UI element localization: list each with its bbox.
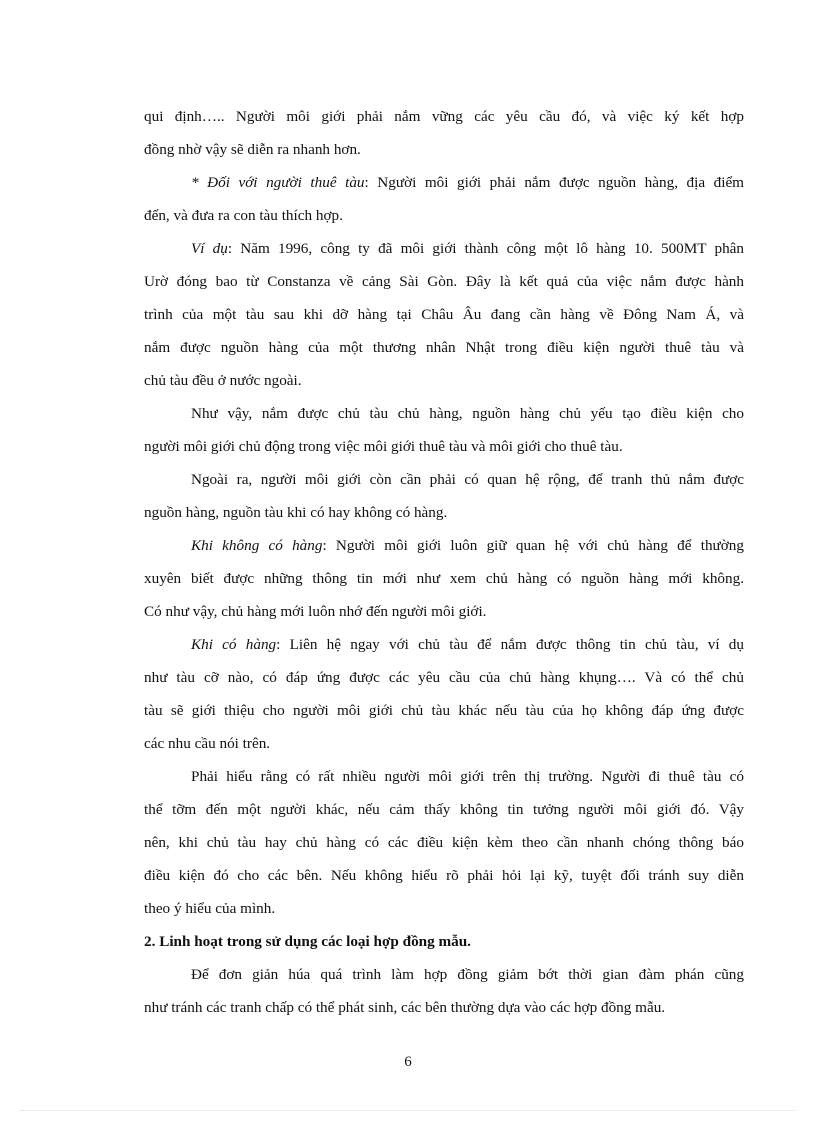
paragraph-text: : Người môi giới luôn giữ quan hệ với chủ hàng để thường (322, 537, 744, 554)
paragraph-line: Urờ đóng bao từ Constanza về cảng Sài Gòn. Đây là kết quả của việc nắm được hành (144, 273, 744, 290)
section-heading: 2. Linh hoạt trong sử dụng các loại hợp đồng mẫu. (144, 933, 471, 950)
paragraph-line: đến, và đưa ra con tàu thích hợp. (144, 207, 343, 224)
paragraph-line: qui định….. Người môi giới phải nắm vững các yêu cầu đó, và việc ký kết hợp (144, 108, 744, 125)
paragraph-text: : Liên hệ ngay với chủ tàu để nắm được thông tin chủ tàu, ví dụ (276, 636, 744, 653)
paragraph-line: trình của một tàu sau khi dỡ hàng tại Châu Âu đang cần hàng về Đông Nam Á, và (144, 306, 744, 323)
paragraph-line: Có như vậy, chủ hàng mới luôn nhớ đến người môi giới. (144, 603, 487, 620)
paragraph-line: như tàu cỡ nào, có đáp ứng được các yêu cầu của chủ hàng khụng…. Và có thể chủ (144, 669, 744, 686)
paragraph-line: Phải hiểu rằng có rất nhiều người môi giới trên thị trường. Người đi thuê tàu có (191, 768, 744, 785)
paragraph-line: người môi giới chủ động trong việc môi giới thuê tàu và môi giới cho thuê tàu. (144, 438, 623, 455)
paragraph-line: Để đơn giản húa quá trình làm hợp đồng giảm bớt thời gian đàm phán cũng (191, 966, 744, 983)
paragraph-line: theo ý hiểu của mình. (144, 900, 276, 917)
term-renter: * Đối với người thuê tàu (191, 174, 365, 191)
paragraph-line: tàu sẽ giới thiệu cho người môi giới chủ tàu khác nếu tàu của họ không đáp ứng được (144, 702, 744, 719)
paragraph-line: như tránh các tranh chấp có thể phát sinh, các bên thường dựa vào các hợp đồng mẫu. (144, 999, 666, 1016)
paragraph-line (144, 166, 744, 199)
term-has-cargo: Khi có hàng (191, 636, 277, 653)
paragraph-line: các nhu cầu nói trên. (144, 735, 271, 752)
paragraph-line: nguồn hàng, nguồn tàu khi có hay không có hàng. (144, 504, 448, 521)
term-example: Ví dụ (191, 240, 228, 257)
term-no-cargo: Khi không có hàng (191, 537, 323, 554)
paragraph-line: Như vậy, nắm được chủ tàu chủ hàng, nguồn hàng chủ yếu tạo điều kiện cho (191, 405, 744, 422)
paragraph-text: : Năm 1996, công ty đã môi giới thành công một lô hàng 10. 500MT phân (227, 240, 744, 257)
paragraph-line (144, 232, 744, 265)
paragraph-text: : Người môi giới phải nắm được nguồn hàng, địa điểm (364, 174, 745, 191)
paragraph-line (144, 529, 744, 562)
paragraph-line (144, 628, 744, 661)
paragraph-line: Ngoài ra, người môi giới còn cần phải có quan hệ rộng, để tranh thủ nắm được (191, 471, 744, 488)
paragraph-line: thể tỡm đến một người khác, nếu cảm thấy không tin tưởng người môi giới đó. Vậy (144, 801, 744, 818)
paragraph-line: chủ tàu đều ở nước ngoài. (144, 372, 302, 389)
paragraph-line: nên, khi chủ tàu hay chủ hàng có các điều kiện kèm theo cần nhanh chóng thông báo (144, 834, 744, 851)
paragraph-line: nắm được nguồn hàng của một thương nhân Nhật trong điều kiện người thuê tàu và (144, 339, 744, 356)
page-number: 6 (404, 1054, 412, 1070)
paragraph-line: đồng nhờ vậy sẽ diễn ra nhanh hơn. (144, 141, 361, 158)
paragraph-line: điều kiện đó cho các bên. Nếu không hiểu rõ phải hỏi lại kỹ, tuyệt đối tránh suy diễn (144, 867, 744, 884)
paragraph-line: xuyên biết được những thông tin mới như xem chủ hàng có nguồn hàng mới không. (144, 570, 744, 587)
footer-divider (20, 1110, 796, 1111)
document-body (144, 100, 744, 1024)
